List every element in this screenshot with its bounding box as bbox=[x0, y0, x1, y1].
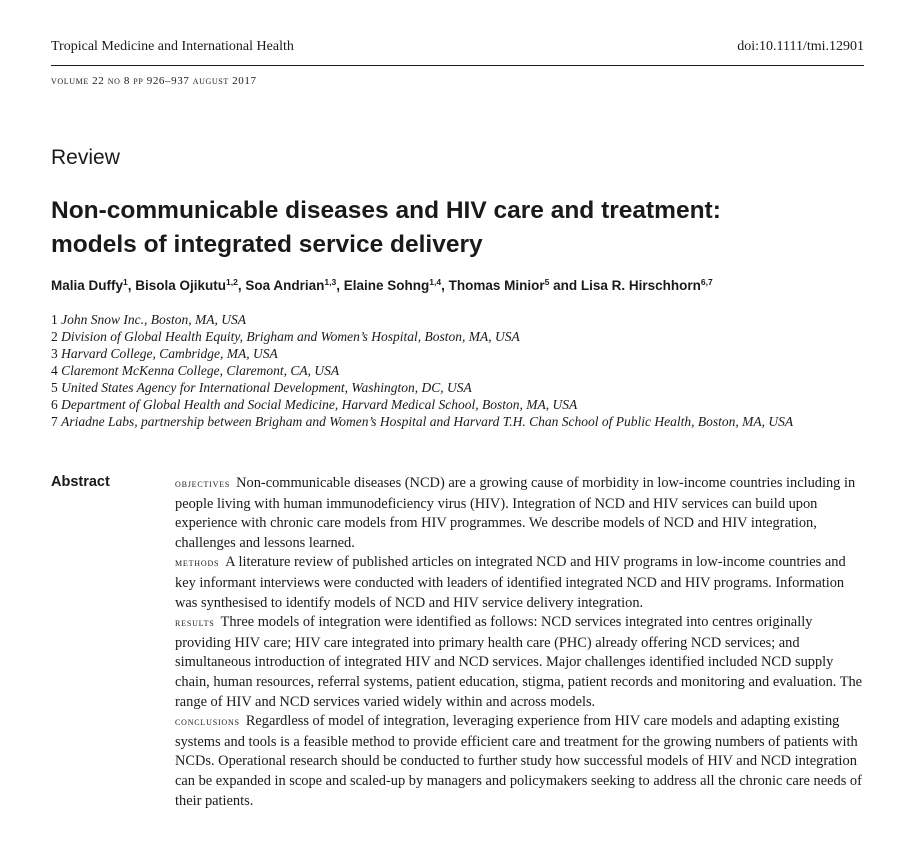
author: Malia Duffy$^1$, bbox=[51, 277, 136, 293]
affiliation: 2 Division of Global Health Equity, Brigham and Women’s Hospital, Boston, MA, USA bbox=[51, 329, 520, 344]
abstract-section-methods: methods A literature review of published articles on integrated NCD and HIV programs in low-income countries and key informant interviews were conducted with leaders of identified integrated NCD and HIV programs. Information was synthesised to identify models of NCD and HIV service delivery integration. bbox=[175, 554, 846, 611]
author: Elaine Sohng$^{1,4}$, bbox=[343, 277, 449, 293]
article-title bbox=[51, 194, 851, 262]
author: Thomas Minior$^5$ and bbox=[448, 277, 581, 293]
affiliation: 7 Ariadne Labs, partnership between Brigham and Women’s Hospital and Harvard T.H. Chan School of Public Health, Boston, MA, USA bbox=[51, 414, 794, 429]
affiliations bbox=[51, 311, 793, 430]
page-header bbox=[51, 39, 864, 66]
affiliation: 5 United States Agency for International Development, Washington, DC, USA bbox=[51, 380, 472, 395]
abstract-section-conclusions: conclusions Regardless of model of integration, leveraging experience from HIV care models and adapting existing systems and tools is a feasible method to provide efficient care and treatment for the growing numbers of patients with NCDs. Operational research should be conducted to further study how successful models of HIV and NCD integration can be expanded in scope and scaled-up by managers and policymakers seeking to address all the chronic care needs of their patients. bbox=[175, 713, 862, 809]
affiliation: 4 Claremont McKenna College, Claremont, CA, USA bbox=[51, 363, 340, 378]
volume-line: volume 22 no 8 pp 926–937 august 2017 bbox=[51, 75, 257, 87]
article-type: Review bbox=[51, 146, 120, 169]
author: Lisa R. Hirschhorn$^{6,7}$ bbox=[580, 277, 713, 293]
title-line: Non-communicable diseases and HIV care and treatment: bbox=[51, 197, 721, 224]
title-line: models of integrated service delivery bbox=[51, 231, 483, 258]
affiliation: 1 John Snow Inc., Boston, MA, USA bbox=[51, 312, 246, 327]
journal-name: Tropical Medicine and International Health bbox=[51, 39, 294, 54]
abstract-heading: Abstract bbox=[51, 474, 110, 490]
abstract-section-results: results Three models of integration were identified as follows: NCD services integrated into centres originally providing HIV care; HIV care integrated into primary health care (PHC) already offering NCD services; and simultaneous introduction of integrated HIV and NCD services. Major challenges identified included NCD supply chain, human resources, referral systems, patient education, stigma, patient records and monitoring and evaluation. The range of HIV and NCD services varied widely within and across models. bbox=[175, 614, 863, 710]
abstract-section-objectives: objectives Non-communicable diseases (NCD) are a growing cause of morbidity in low-income countries including in people living with human immunodeficiency virus (HIV). Integration of NCD and HIV services can build upon experience with chronic care models from HIV programmes. We describe models of NCD and HIV integration, challenges and lessons learned. bbox=[175, 475, 856, 551]
doi[interactable]: doi:10.1111/tmi.12901 bbox=[737, 39, 864, 54]
author-list bbox=[51, 278, 713, 293]
author: Soa Andrian$^{1,3}$, bbox=[245, 277, 344, 293]
affiliation: 6 Department of Global Health and Social Medicine, Harvard Medical School, Boston, MA, USA bbox=[51, 397, 578, 412]
author: Bisola Ojikutu$^{1,2}$, bbox=[135, 277, 246, 293]
affiliation: 3 Harvard College, Cambridge, MA, USA bbox=[51, 346, 278, 361]
abstract-body bbox=[175, 474, 865, 811]
